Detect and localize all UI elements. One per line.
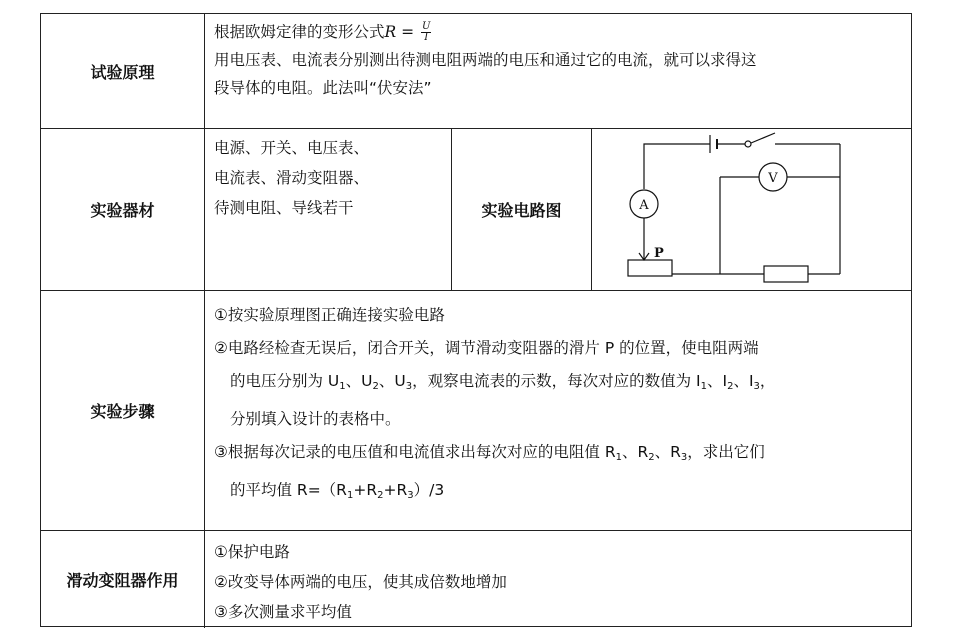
principle-label: 试验原理 [41,14,205,128]
switch-contact [745,141,751,147]
circuit-diagram [592,129,911,290]
rheostat-line-3: ③多次测量求平均值 [214,603,352,621]
sub: 1 [346,490,354,501]
formula-R: R [384,23,397,41]
step-3-text: +R [353,481,378,499]
rheostat-content [205,531,911,628]
sub: 1 [700,381,707,392]
sub: 3 [753,381,760,392]
materials-line-3: 待测电阻、导线若干 [214,199,354,217]
sub: 3 [680,452,688,463]
sub: 3 [405,381,413,392]
materials-line-2: 电流表、滑动变阻器、 [214,169,370,187]
principle-formula-line [214,18,911,46]
formula-denominator: I [424,32,429,43]
step-3-text: ）/3 [413,481,445,499]
wire-top-left [644,144,710,189]
step-2-text: 、I [707,372,728,390]
rheostat-label: 滑动变阻器作用 [41,531,205,628]
resistor-body [764,266,808,282]
row-steps [41,291,911,531]
materials-label: 实验器材 [41,129,205,290]
sub: 1 [615,452,622,463]
principle-line-3: 段导体的电阻。此法叫“伏安法” [214,79,432,97]
sub: 2 [377,490,384,501]
steps-label: 实验步骤 [41,291,205,530]
sub: 2 [727,381,734,392]
principle-line-2: 用电压表、电流表分别测出待测电阻两端的电压和通过它的电流，就可以求得这 [214,51,757,69]
circuit-svg [592,129,912,291]
step-1: ①按实验原理图正确连接实验电路 [214,306,445,324]
rheostat-line-1: ①保护电路 [214,543,290,561]
step-2-line-2 [214,365,911,403]
formula-fraction [421,22,431,43]
step-2-text: 的电压分别为 U [230,372,340,390]
step-3-text: 、R [654,443,681,461]
step-2-line-3: 分别填入设计的表格中。 [230,410,401,428]
step-3-line-1 [214,436,911,474]
formula-prefix: 根据欧姆定律的变形公式 [214,23,385,41]
step-3-line-2 [214,474,911,512]
sub: 2 [648,452,655,463]
principle-content [205,14,911,128]
sub: 3 [407,490,414,501]
rheostat-line-2: ②改变导体两端的电压，使其成倍数地增加 [214,573,507,591]
rheostat-body [628,260,672,276]
ammeter-label: A [639,198,649,213]
materials-content [205,129,452,290]
circuit-diagram-label: 实验电路图 [452,129,592,290]
step-3-text: 、R [621,443,649,461]
steps-content [205,291,911,530]
switch-lever [751,133,775,143]
step-3-text: 的平均值 R=（R [230,481,347,499]
voltmeter-label: V [768,171,778,186]
sub: 1 [339,381,346,392]
formula-numerator: U [422,21,431,32]
row-rheostat [41,531,911,628]
experiment-table [40,13,912,627]
row-materials [41,129,911,291]
row-principle [41,14,911,129]
step-2-text: 、U [345,372,373,390]
step-2-text: 、U [378,372,406,390]
sub: 2 [372,381,379,392]
formula-eq: = [396,23,420,41]
step-2-line-1: ②电路经检查无误后，闭合开关，调节滑动变阻器的滑片 P 的位置，使电阻两端 [214,339,759,357]
step-3-text: +R [383,481,408,499]
materials-line-1: 电源、开关、电压表、 [214,139,370,157]
step-3-text: ，求出它们 [687,443,765,461]
step-2-text: ， [759,372,776,390]
step-2-text: 、I [733,372,754,390]
step-2-text: ，观察电流表的示数，每次对应的数值为 I [412,372,701,390]
slider-label: P [654,246,664,261]
step-3-text: ③根据每次记录的电压值和电流值求出每次对应的电阻值 R [214,443,616,461]
